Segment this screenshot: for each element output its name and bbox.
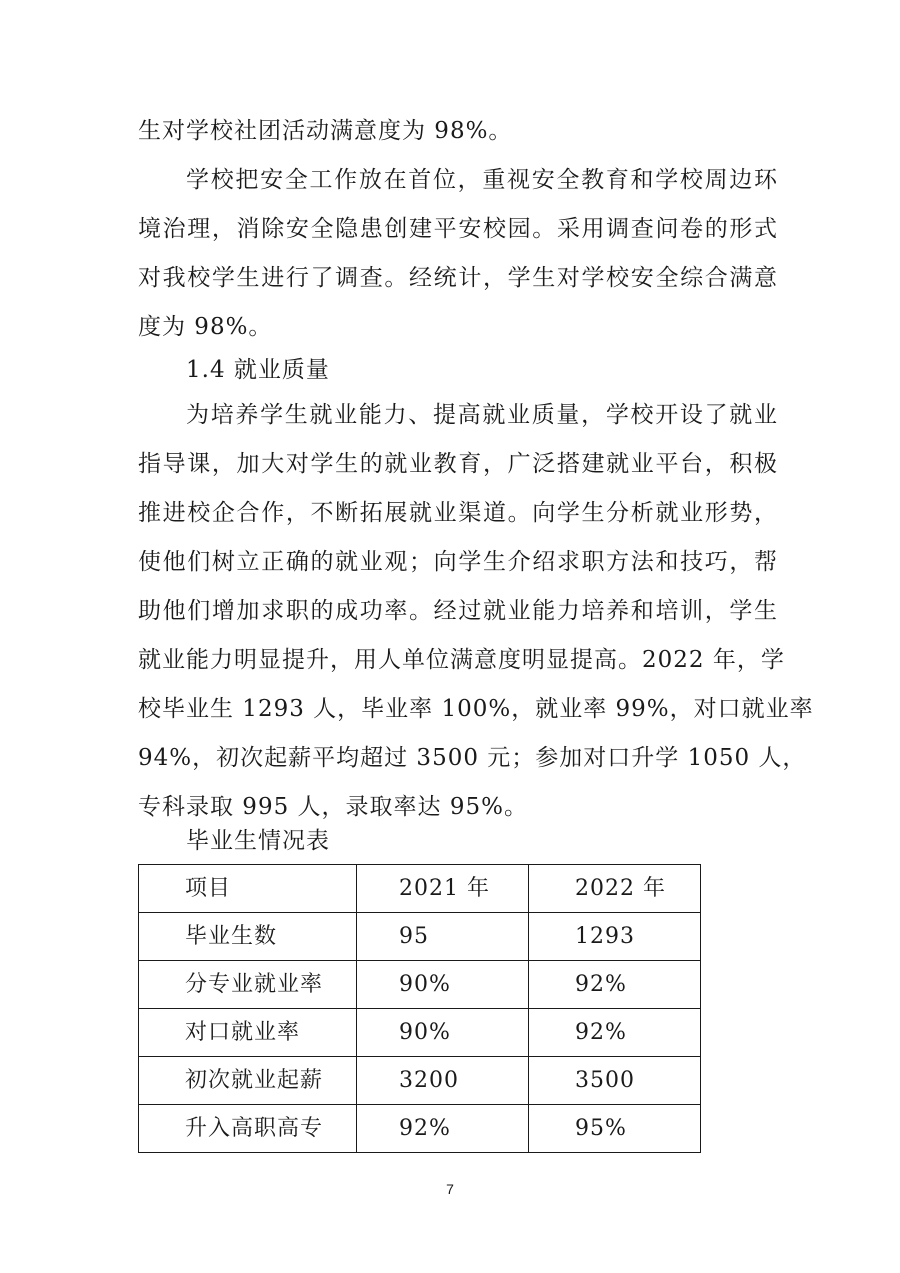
table-cell: 3200 bbox=[357, 1057, 529, 1105]
body-line: 助他们增加求职的成功率。经过就业能力培养和培训，学生 bbox=[138, 598, 778, 624]
body-line: 推进校企合作，不断拓展就业渠道。向学生分析就业形势， bbox=[138, 500, 778, 526]
table-cell: 毕业生数 bbox=[139, 913, 357, 961]
body-line: 专科录取 995 人，录取率达 95%。 bbox=[138, 794, 528, 820]
body-line: 度为 98%。 bbox=[138, 314, 273, 340]
table-header-cell: 2022 年 bbox=[529, 865, 701, 913]
body-line: 指导课，加大对学生的就业教育，广泛搭建就业平台，积极 bbox=[138, 451, 778, 477]
table-header-row bbox=[139, 865, 701, 913]
table-row bbox=[139, 1105, 701, 1153]
table-cell: 3500 bbox=[529, 1057, 701, 1105]
body-line: 94%，初次起薪平均超过 3500 元；参加对口升学 1050 人， bbox=[138, 745, 807, 771]
table-cell: 92% bbox=[529, 961, 701, 1009]
body-line: 对我校学生进行了调查。经统计，学生对学校安全综合满意 bbox=[138, 265, 778, 291]
table-cell: 95 bbox=[357, 913, 529, 961]
graduate-table bbox=[138, 864, 701, 1153]
table-cell: 95% bbox=[529, 1105, 701, 1153]
table-cell: 92% bbox=[529, 1009, 701, 1057]
table-cell: 升入高职高专 bbox=[139, 1105, 357, 1153]
body-line: 学校把安全工作放在首位，重视安全教育和学校周边环 bbox=[186, 167, 778, 193]
table-row bbox=[139, 961, 701, 1009]
table-row bbox=[139, 1057, 701, 1105]
table-cell: 初次就业起薪 bbox=[139, 1057, 357, 1105]
table-cell: 92% bbox=[357, 1105, 529, 1153]
table-row bbox=[139, 1009, 701, 1057]
body-line: 校毕业生 1293 人，毕业率 100%，就业率 99%，对口就业率 bbox=[138, 696, 814, 722]
table-cell: 分专业就业率 bbox=[139, 961, 357, 1009]
body-line: 使他们树立正确的就业观；向学生介绍求职方法和技巧，帮 bbox=[138, 549, 778, 575]
section-heading: 1.4 就业质量 bbox=[186, 357, 330, 383]
table-row bbox=[139, 913, 701, 961]
table-cell: 对口就业率 bbox=[139, 1009, 357, 1057]
table-cell: 90% bbox=[357, 961, 529, 1009]
table-cell: 90% bbox=[357, 1009, 529, 1057]
page-number: 7 bbox=[446, 1181, 454, 1197]
body-line: 为培养学生就业能力、提高就业质量，学校开设了就业 bbox=[186, 402, 778, 428]
table-caption: 毕业生情况表 bbox=[186, 828, 330, 854]
body-line: 生对学校社团活动满意度为 98%。 bbox=[138, 118, 513, 144]
body-line: 就业能力明显提升，用人单位满意度明显提高。2022 年，学 bbox=[138, 647, 785, 673]
table-cell: 1293 bbox=[529, 913, 701, 961]
table-header-cell: 项目 bbox=[139, 865, 357, 913]
body-line: 境治理，消除安全隐患创建平安校园。采用调查问卷的形式 bbox=[138, 216, 778, 242]
table-header-cell: 2021 年 bbox=[357, 865, 529, 913]
